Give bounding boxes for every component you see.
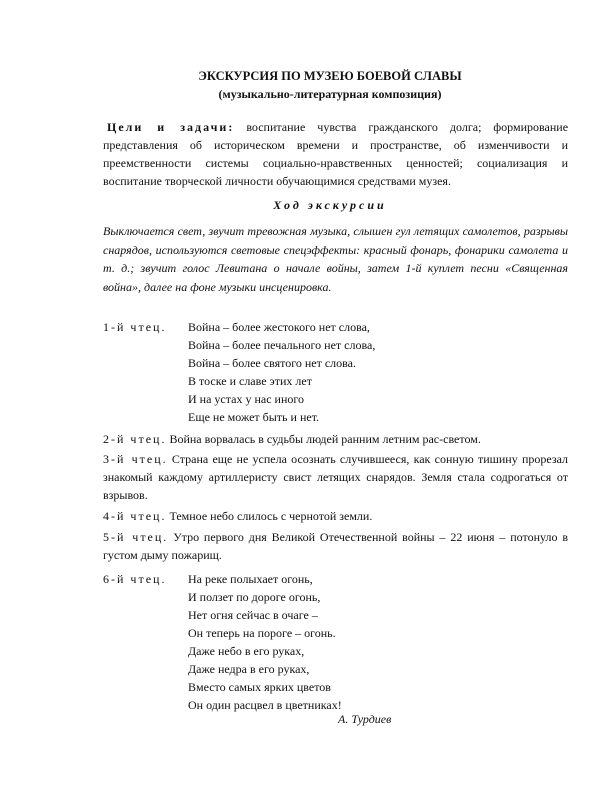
reader6-label: 6-й чтец.: [103, 572, 167, 586]
verse-line: Он один расцвел в цветниках!: [188, 698, 342, 712]
reader4-paragraph: [103, 507, 568, 525]
verse-line: И на устах у нас иного: [188, 392, 304, 406]
verse-line: Нет огня сейчас в очаге –: [188, 608, 318, 622]
reader3-paragraph: [103, 450, 568, 504]
reader5-text: Утро первого дня Великой Отечественной войны – 22 июня – потонуло в густом дыму пожарищ.: [103, 530, 569, 562]
course-heading: Ход экскурсии: [273, 198, 387, 212]
reader1-speaker: [103, 318, 166, 336]
verse-line: Даже небо в его руках,: [188, 644, 305, 658]
verse-line: Он теперь на пороге – огонь.: [188, 626, 336, 640]
reader6-speaker: [103, 570, 166, 588]
verse-line: Война – более жестокого нет слова,: [188, 320, 370, 334]
verse-line: Вместо самых ярких цветов: [188, 680, 331, 694]
reader5-paragraph: [103, 528, 568, 564]
reader2-paragraph: [103, 430, 568, 448]
reader1-verse: [188, 318, 488, 426]
reader4-text: Темное небо слилось с чернотой земли.: [169, 509, 373, 523]
goals-lead: Цели и задачи:: [107, 120, 235, 134]
poem-author: А. Турдиев: [338, 712, 392, 726]
page-subtitle: (музыкально-литературная композиция): [218, 87, 442, 101]
goals-paragraph: [103, 118, 568, 190]
reader3-label: 3-й чтец.: [103, 452, 168, 466]
reader4-label: 4-й чтец.: [103, 509, 167, 523]
reader2-text: Война ворвалась в судьбы людей ранним летним рас-светом.: [169, 432, 481, 446]
stage-direction: Выключается свет, звучит тревожная музыка, слышен гул летящих самолетов, разрывы снарядов, используются световые спецэффекты: красный фонарь, фонарики самолета и т. д.; звучит голос Левитана о начале войны, затем 1-й куплет песни «Священная война», далее на фоне музыки инсценировка.: [103, 224, 568, 294]
verse-line: И ползет по дороге огонь,: [188, 590, 321, 604]
reader5-label: 5-й чтец.: [103, 530, 169, 544]
verse-line: Еще не может быть и нет.: [188, 410, 320, 424]
reader6-verse: [188, 570, 488, 714]
reader1-label: 1-й чтец.: [103, 320, 167, 334]
reader3-text: Страна еще не успела осознать случившееся, как сонную тишину прорезал знакомый каждому артиллеристу свист летящих снарядов. Земля стала содрогаться от взрывов.: [103, 452, 569, 502]
verse-line: Даже недра в его руках,: [188, 662, 310, 676]
verse-line: Война – более печального нет слова,: [188, 338, 376, 352]
page-title: ЭКСКУРСИЯ ПО МУЗЕЮ БОЕВОЙ СЛАВЫ: [198, 69, 462, 83]
verse-line: Война – более святого нет слова.: [188, 356, 356, 370]
verse-line: В тоске и славе этих лет: [188, 374, 312, 388]
goals-text: воспитание чувства гражданского долга; формирование представления об историческом времени и пространстве, об изменчивости и преемственности системы социально-нравственных ценностей; социализация и воспитание творческой личности обучающимися средствами музея.: [103, 120, 569, 188]
reader2-label: 2-й чтец.: [103, 432, 167, 446]
verse-line: На реке полыхает огонь,: [188, 572, 313, 586]
